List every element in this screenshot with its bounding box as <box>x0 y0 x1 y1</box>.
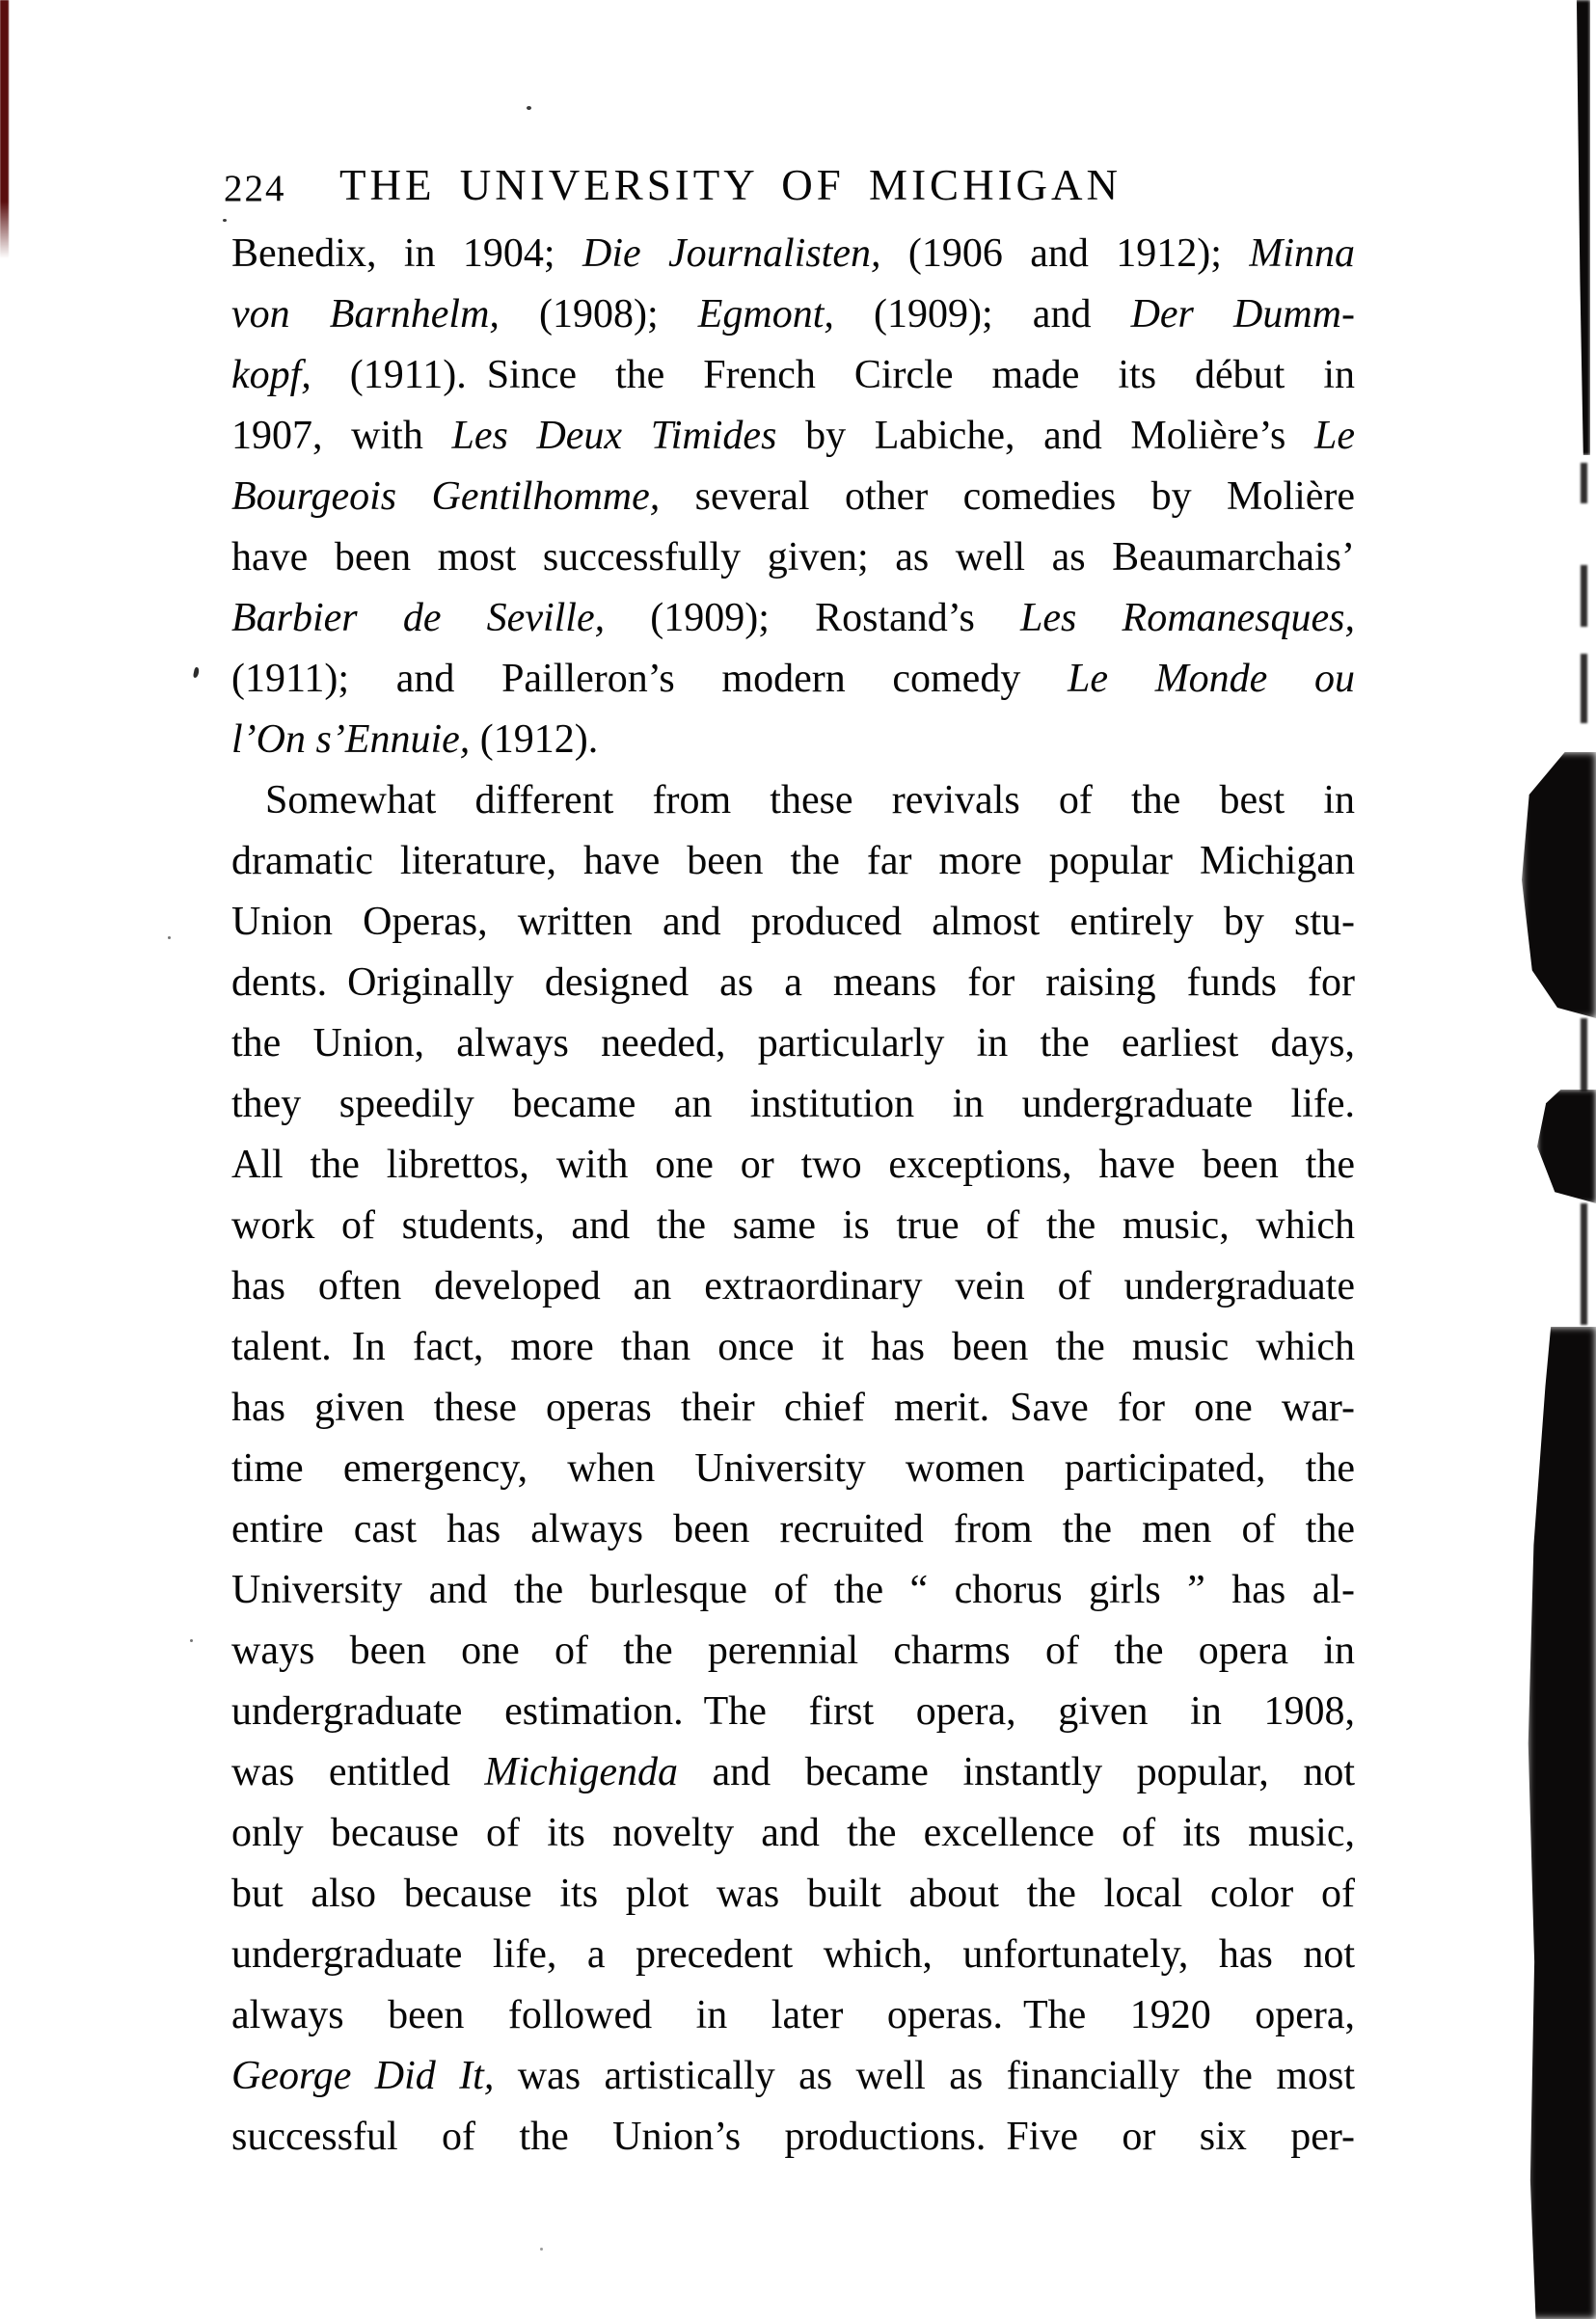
text-line: have been most successfully given; as well as Beaumarchais’ <box>231 535 1355 580</box>
print-speck <box>168 936 171 939</box>
body-text <box>231 224 1355 2168</box>
scan-edge-dash <box>1581 1018 1587 1092</box>
text-line: dents. Originally designed as a means for raising funds for <box>231 960 1355 1005</box>
scan-edge-band-bottom <box>1528 1327 1596 2319</box>
scan-edge-dash <box>1581 463 1587 503</box>
scan-edge-line-top <box>1575 0 1590 455</box>
running-header-title: THE UNIVERSITY OF MICHIGAN <box>339 161 1123 209</box>
text-line: only because of its novelty and the excellence of its music, <box>231 1811 1355 1855</box>
text-line: Union Operas, written and produced almost entirely by stu- <box>231 900 1355 944</box>
print-speck <box>190 1639 193 1642</box>
text-line: they speedily became an institution in undergraduate life. <box>231 1082 1355 1126</box>
scan-edge-dash <box>1581 565 1587 627</box>
text-line: Somewhat different from these revivals of the best in <box>265 778 1355 822</box>
text-line: dramatic literature, have been the far more popular Michigan <box>231 839 1355 883</box>
text-line: successful of the Union’s productions. Five or six per- <box>231 2115 1355 2159</box>
left-edge-red-mark <box>0 0 9 258</box>
text-line: All the librettos, with one or two exceptions, have been the <box>231 1143 1355 1187</box>
running-header <box>224 160 1355 220</box>
text-line: but also because its plot was built about the local color of <box>231 1872 1355 1916</box>
text-line: undergraduate estimation. The first opera, given in 1908, <box>231 1689 1355 1734</box>
text-line: has often developed an extraordinary vein of undergraduate <box>231 1264 1355 1308</box>
text-line: the Union, always needed, particularly in the earliest days, <box>231 1021 1355 1065</box>
text-line: ways been one of the perennial charms of the opera in <box>231 1629 1355 1673</box>
print-speck <box>223 219 227 222</box>
text-line: time emergency, when University women participated, the <box>231 1446 1355 1491</box>
print-speck <box>193 667 200 679</box>
text-line: (1911); and Pailleron’s modern comedy Le Monde ou <box>231 657 1355 701</box>
text-line: Bourgeois Gentilhomme, several other comedies by Molière <box>231 474 1355 519</box>
text-line: always been followed in later operas. The 1920 opera, <box>231 1993 1355 2037</box>
page-number: 224 <box>224 168 286 209</box>
print-speck <box>540 2248 543 2251</box>
text-line: University and the burlesque of the “ chorus girls ” has al- <box>231 1568 1355 1612</box>
print-speck <box>527 106 531 110</box>
text-line: George Did It, was artistically as well as financially the most <box>231 2054 1355 2098</box>
scan-ink-blob <box>1522 752 1596 1018</box>
text-line: l’On s’Ennuie, (1912). <box>231 717 599 762</box>
text-line: was entitled Michigenda and became instantly popular, not <box>231 1750 1355 1794</box>
text-line: has given these operas their chief merit. Save for one war- <box>231 1386 1355 1430</box>
scan-edge-dash <box>1581 654 1587 723</box>
scan-edge-dash <box>1581 1203 1587 1325</box>
text-line: work of students, and the same is true of the music, which <box>231 1203 1355 1248</box>
text-line: Benedix, in 1904; Die Journalisten, (1906 and 1912); Minna <box>231 231 1355 276</box>
scan-ink-blob <box>1537 1090 1596 1203</box>
text-line: undergraduate life, a precedent which, unfortunately, has not <box>231 1932 1355 1977</box>
text-line: talent. In fact, more than once it has been the music which <box>231 1325 1355 1369</box>
text-line: 1907, with Les Deux Timides by Labiche, and Molière’s Le <box>231 414 1355 458</box>
text-line: Barbier de Seville, (1909); Rostand’s Les Romanesques, <box>231 596 1355 640</box>
text-line: von Barnhelm, (1908); Egmont, (1909); and Der Dumm- <box>231 292 1355 337</box>
text-line: kopf, (1911). Since the French Circle made its début in <box>231 353 1355 397</box>
text-line: entire cast has always been recruited from the men of the <box>231 1507 1355 1551</box>
